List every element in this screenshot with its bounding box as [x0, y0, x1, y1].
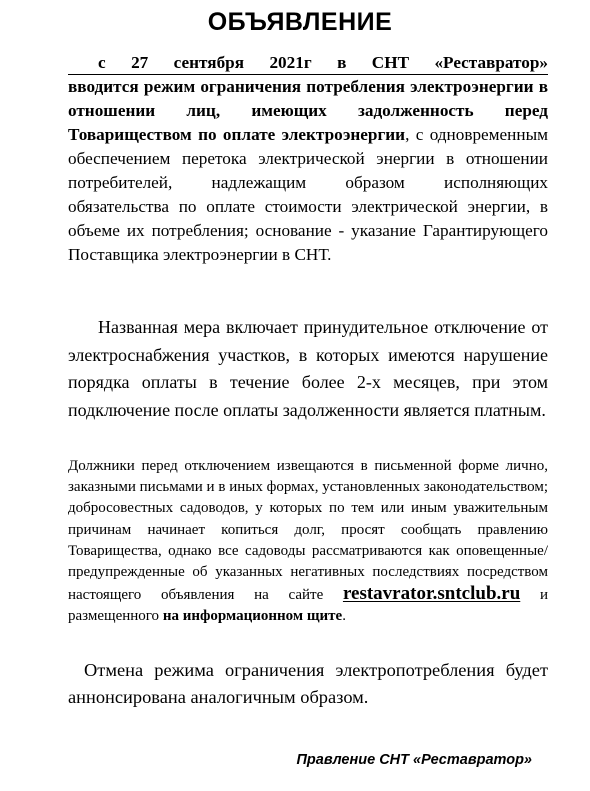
- document-title: ОБЪЯВЛЕНИЕ: [207, 8, 393, 36]
- signature: Правление СНТ «Реставратор»: [296, 752, 532, 768]
- paragraph-measure: Названная мера включает принудительное отключение от электроснабжения участков, в которых имеются нарушение порядка оплаты в течение более 2-х месяцев, при этом подключение после оплаты задолженности является платным.: [68, 317, 548, 420]
- debtors-text: Должники перед отключением извещаются в письменной форме лично, заказными письмами и в иных формах, установленных законодательством; добросовестных садоводов, у которых по тем или иным уважительным причинам начинает копиться долг, просят сообщать правлению Товарищества, однако все садоводы рассматриваются как оповещенные/предупрежденные об указанных негативных последствиях посредством настоящего объявления на сайте: [68, 458, 548, 604]
- info-board-text: на информационном щите: [162, 608, 343, 625]
- after-site-text: и размещенного: [68, 587, 548, 625]
- regime-bold-text: вводится режим ограничения потребления электроэнергии в отношении лиц, имеющих задолженность перед Товариществом по оплате электроэнергии: [68, 77, 548, 144]
- paragraph-regime-start: [68, 52, 548, 267]
- start-date-line: с 27 сентября 2021г в СНТ «Реставратор»: [68, 52, 548, 75]
- paragraph-debtors: Должники перед отключением извещаются в письменной форме лично, заказными письмами и в иных формах, установленных законодательством; добросовестных садоводов, у которых по тем или иным уважительным причинам начинает копиться долг, просят сообщать правлению Товарищества, однако все садоводы рассматриваются как оповещенные/предупрежденные об указанных негативных последствиях посредством настоящего объявления на сайте restavrator.sntclub.ru и размещенного на информационном щите.: [68, 458, 548, 625]
- website-link[interactable]: restavrator.sntclub.ru: [342, 583, 521, 605]
- paragraph-cancellation: Отмена режима ограничения электропотребления будет аннонсирована аналогичным образом.: [68, 660, 548, 707]
- regime-normal-text: , с одновременным обеспечением перетока электрической энергии в отношении потребителей, надлежащим образом исполняющих обязательства по оплате стоимости электрической энергии, в объеме их потребления; основание - указание Гарантирующего Поставщика электроэнергии в СНТ.: [68, 125, 548, 264]
